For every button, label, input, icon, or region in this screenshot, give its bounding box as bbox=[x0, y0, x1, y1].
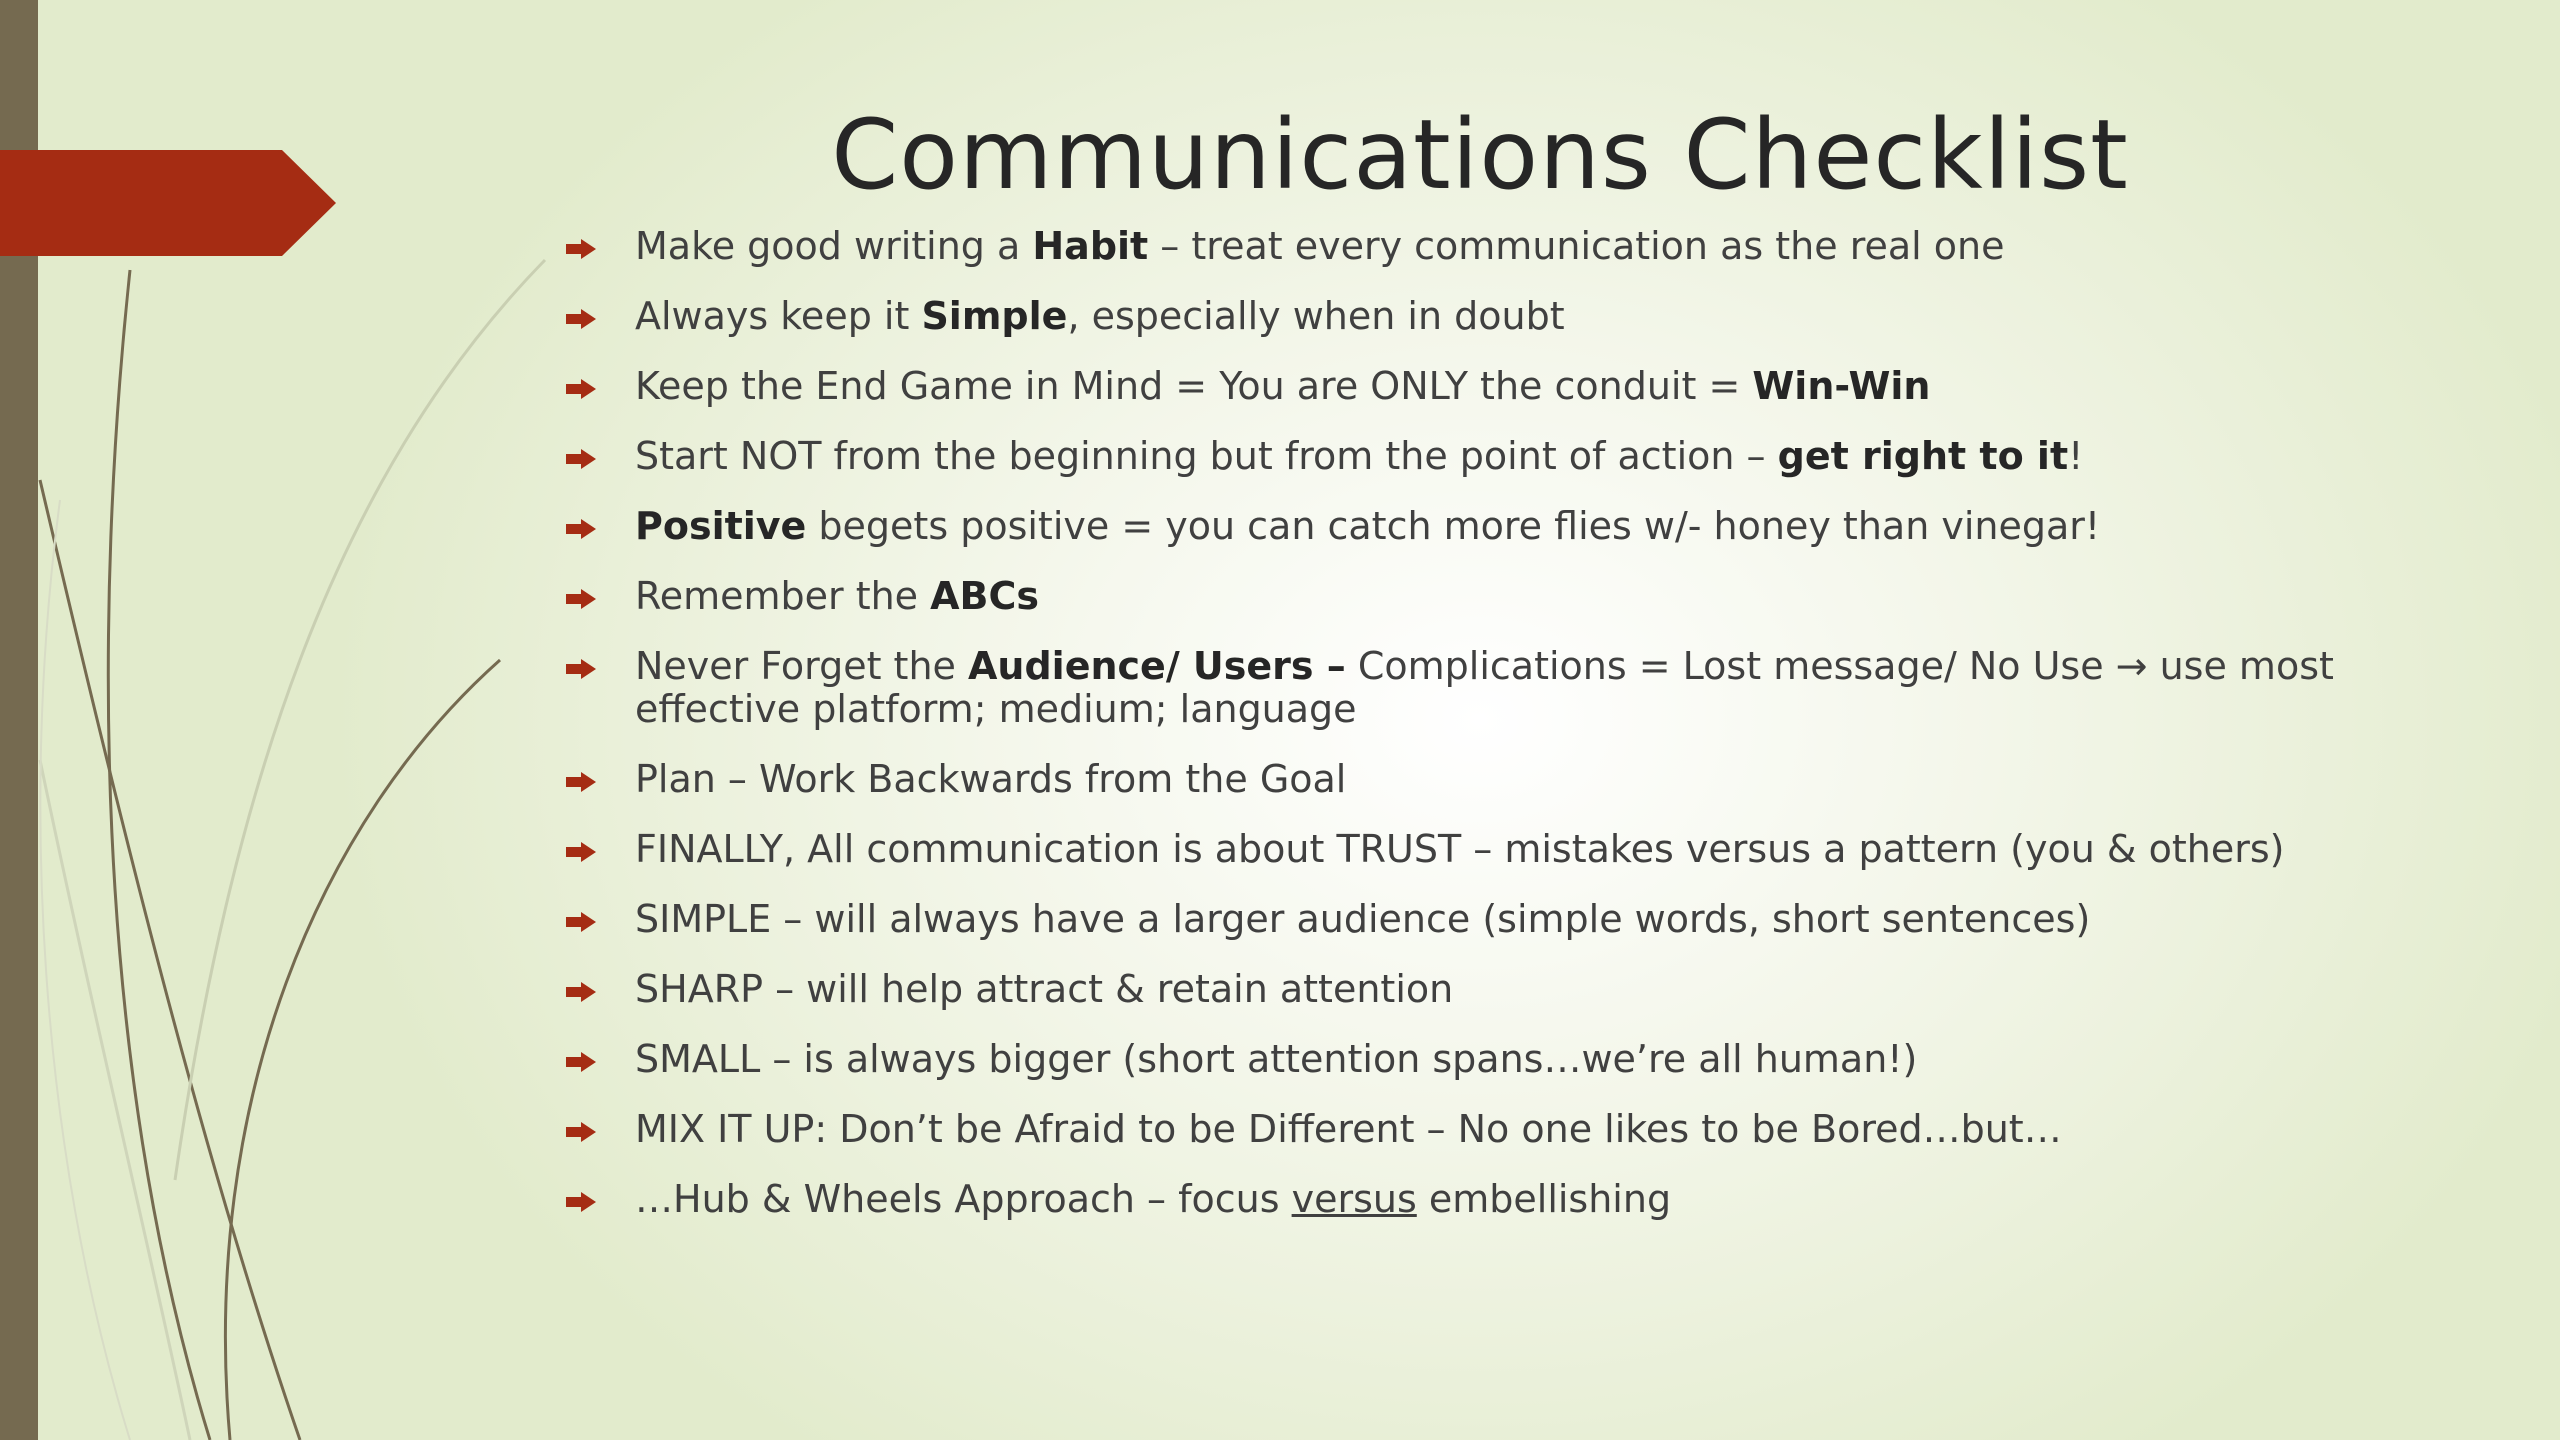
arrow-bullet-icon bbox=[566, 1052, 596, 1072]
bold-text: Positive bbox=[635, 504, 807, 548]
bold-text: ABCs bbox=[930, 574, 1040, 618]
checklist-item-text bbox=[635, 827, 2284, 871]
checklist-item bbox=[560, 645, 2360, 731]
checklist-item-text bbox=[635, 644, 2334, 731]
checklist-item-text bbox=[635, 364, 1930, 408]
checklist-item bbox=[560, 575, 2360, 618]
text-segment: MIX IT UP: Don’t be Afraid to be Different – No one likes to be Bored…but… bbox=[635, 1107, 2062, 1151]
arrow-bullet-icon bbox=[566, 659, 596, 679]
checklist-item-text bbox=[635, 294, 1565, 338]
underlined-text: versus bbox=[1291, 1177, 1417, 1221]
checklist-item-text bbox=[635, 967, 1453, 1011]
text-segment: Plan – Work Backwards from the Goal bbox=[635, 757, 1347, 801]
arrow-bullet-icon bbox=[566, 519, 596, 539]
text-segment: Keep the End Game in Mind = You are ONLY the conduit = bbox=[635, 364, 1753, 408]
checklist bbox=[560, 225, 2360, 1221]
text-segment: Never Forget the bbox=[635, 644, 969, 688]
bold-text: Win-Win bbox=[1752, 364, 1931, 408]
checklist-item bbox=[560, 1178, 2360, 1221]
arrow-bullet-icon bbox=[566, 589, 596, 609]
checklist-item-text bbox=[635, 897, 2090, 941]
checklist-item-text bbox=[635, 434, 2083, 478]
checklist-item bbox=[560, 365, 2360, 408]
checklist-item bbox=[560, 1038, 2360, 1081]
arrow-bullet-icon bbox=[566, 239, 596, 259]
bold-text: Habit bbox=[1032, 224, 1149, 268]
bold-text: Audience/ Users – bbox=[968, 644, 1346, 688]
title-arrow-shape bbox=[0, 150, 336, 256]
text-segment: Always keep it bbox=[635, 294, 922, 338]
checklist-item-text bbox=[635, 1107, 2062, 1151]
checklist-item bbox=[560, 828, 2360, 871]
arrow-bullet-icon bbox=[566, 1122, 596, 1142]
text-segment: begets positive = you can catch more flies w/- honey than vinegar! bbox=[806, 504, 2101, 548]
checklist-item bbox=[560, 295, 2360, 338]
text-segment: ! bbox=[2068, 434, 2084, 478]
checklist-item bbox=[560, 758, 2360, 801]
text-segment: SMALL – is always bigger (short attention spans…we’re all human!) bbox=[635, 1037, 1918, 1081]
arrow-bullet-icon bbox=[566, 309, 596, 329]
checklist-item bbox=[560, 968, 2360, 1011]
checklist-item bbox=[560, 435, 2360, 478]
text-segment: SIMPLE – will always have a larger audience (simple words, short sentences) bbox=[635, 897, 2091, 941]
text-segment: SHARP – will help attract & retain attention bbox=[635, 967, 1454, 1011]
text-segment: Start NOT from the beginning but from the point of action – bbox=[635, 434, 1778, 478]
arrow-bullet-icon bbox=[566, 1192, 596, 1212]
bold-text: get right to it bbox=[1777, 434, 2069, 478]
arrow-bullet-icon bbox=[566, 772, 596, 792]
text-segment: – treat every communication as the real one bbox=[1148, 224, 2005, 268]
checklist-item-text bbox=[635, 574, 1039, 618]
text-segment: embellishing bbox=[1416, 1177, 1672, 1221]
checklist-item-text bbox=[635, 757, 1346, 801]
text-segment: , especially when in doubt bbox=[1067, 294, 1565, 338]
text-segment: Complications = Lost message/ No Use → use most effective platform; medium; language bbox=[635, 644, 2334, 731]
text-segment: …Hub & Wheels Approach – focus bbox=[635, 1177, 1292, 1221]
slide-title: Communications Checklist bbox=[831, 99, 2129, 211]
arrow-bullet-icon bbox=[566, 912, 596, 932]
arrow-bullet-icon bbox=[566, 379, 596, 399]
bold-text: Simple bbox=[921, 294, 1068, 338]
checklist-item bbox=[560, 898, 2360, 941]
checklist-item-text bbox=[635, 1177, 1671, 1221]
checklist-item bbox=[560, 505, 2360, 548]
text-segment: Remember the bbox=[635, 574, 931, 618]
checklist-item-text bbox=[635, 224, 2005, 268]
arrow-bullet-icon bbox=[566, 449, 596, 469]
text-segment: FINALLY, All communication is about TRUST – mistakes versus a pattern (you & others) bbox=[635, 827, 2285, 871]
checklist-item-text bbox=[635, 1037, 1917, 1081]
checklist-item bbox=[560, 1108, 2360, 1151]
checklist-item bbox=[560, 225, 2360, 268]
arrow-bullet-icon bbox=[566, 842, 596, 862]
text-segment: Make good writing a bbox=[635, 224, 1033, 268]
arrow-bullet-icon bbox=[566, 982, 596, 1002]
checklist-item-text bbox=[635, 504, 2100, 548]
